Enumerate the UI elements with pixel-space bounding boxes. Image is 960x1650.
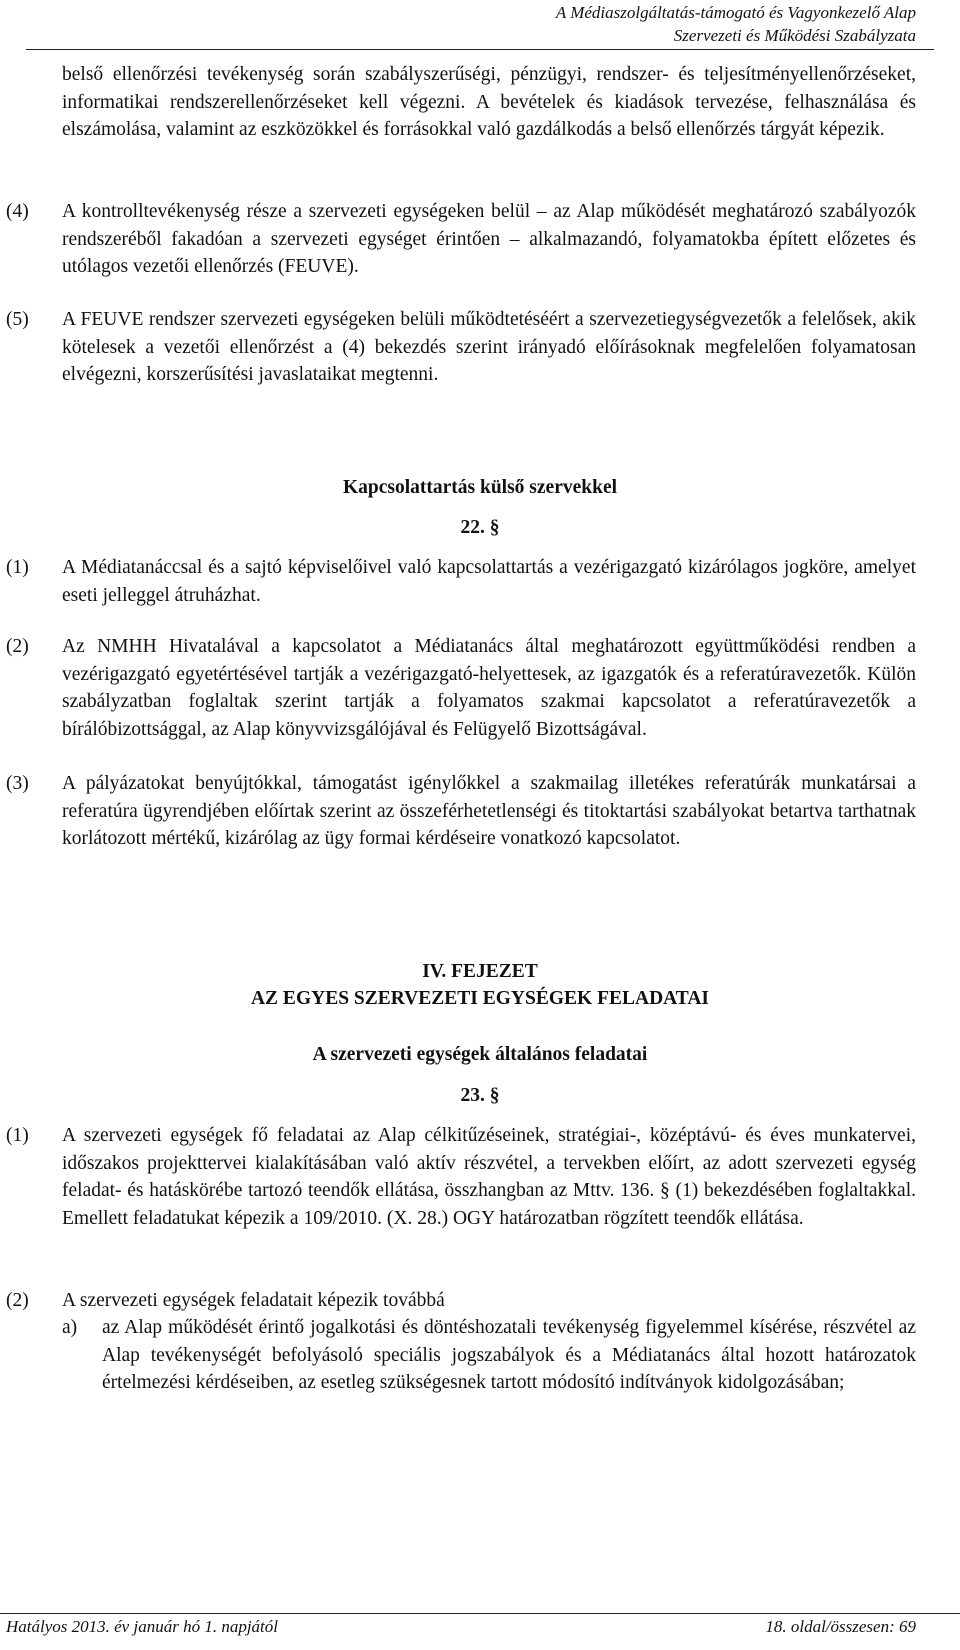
section-heading-general-tasks: A szervezeti egységek általános feladatai bbox=[312, 1044, 648, 1065]
list-item-a: az Alap működését érintő jogalkotási és döntéshozatali tevékenység figyelemmel kísérése, részvétel az Alap tevékenységét befolyásoló speciális jogszabályok és a Médiatanács által hozott határozatok értelmezési kérdéseiben, az esetleg szükségesnek tartott módosító indítványok kidolgozásában; bbox=[102, 1317, 916, 1393]
chapter-title: AZ EGYES SZERVEZETI EGYSÉGEK FELADATAI bbox=[250, 988, 710, 1009]
paragraph-22-2: Az NMHH Hivatalával a kapcsolatot a Médiatanács által meghatározott együttműködési rendben a vezérigazgató egyetértésével tartják a vezérigazgató-helyettesek, az igazgatók és a referatúravezetők. Külön szabályzatban foglaltak szerint tartják a folyamatos szakmai kapcsolatot a referatúravezetők a bírálóbizottsággal, az Alap könyvvizsgálójával és Felügyelő Bizottságával. bbox=[62, 636, 916, 740]
section-number-22: 22. § bbox=[460, 517, 500, 538]
running-header-title: A Médiaszolgáltatás-támogató és Vagyonkezelő Alap bbox=[555, 3, 916, 22]
paragraph-number-22-1: (1) bbox=[6, 557, 29, 578]
paragraph-number-4: (4) bbox=[6, 201, 29, 222]
paragraph-5: A FEUVE rendszer szervezeti egységeken belüli működtetéséért a szervezetiegységvezetők a felelősek, akik kötelesek a vezetői ellenőrzést a (4) bekezdés szerint irányadó előírásoknak megfelelően folyamatosan elvégezni, korszerűsítési javaslataikat megtenni. bbox=[62, 309, 916, 385]
section-number-23: 23. § bbox=[460, 1085, 500, 1106]
header-divider bbox=[26, 49, 934, 50]
list-label-a: a) bbox=[62, 1317, 78, 1338]
running-header-subtitle: Szervezeti és Működési Szabályzata bbox=[673, 26, 916, 45]
chapter-number: IV. FEJEZET bbox=[422, 961, 538, 982]
paragraph-4: A kontrolltevékenység része a szervezeti egységeken belül – az Alap működését meghatározó szabályozók rendszeréből fakadóan a szervezeti egységet érintően – alkalmazandó, folyamatokba épített előzetes és utólagos vezetői ellenőrzés (FEUVE). bbox=[62, 201, 916, 277]
paragraph-number-22-2: (2) bbox=[6, 636, 29, 657]
footer-effective-date: Hatályos 2013. év január hó 1. napjától bbox=[6, 1617, 278, 1636]
paragraph-number-5: (5) bbox=[6, 309, 29, 330]
section-heading-external-contacts: Kapcsolattartás külső szervekkel bbox=[342, 477, 618, 498]
paragraph-23-2: A szervezeti egységek feladatait képezik továbbá bbox=[62, 1290, 445, 1311]
continued-paragraph: belső ellenőrzési tevékenység során szabályszerűségi, pénzügyi, rendszer- és teljesítményellenőrzéseket, informatikai rendszerellenőrzéseket kell végezni. A bevételek és kiadások tervezése, felhasználása és elszámolása, valamint az eszközökkel és forrásokkal való gazdálkodás a belső ellenőrzés tárgyát képezik. bbox=[62, 64, 916, 140]
footer-divider bbox=[0, 1613, 960, 1614]
paragraph-23-1: A szervezeti egységek fő feladatai az Alap célkitűzéseinek, stratégiai-, középtávú- és éves munkatervei, időszakos projekttervei kialakításában való aktív részvétel, a tervekben előírt, az adott szervezeti egység feladat- és hatáskörébe tartozó teendők ellátása, összhangban az Mttv. 136. § (1) bekezdésében foglaltakkal. Emellett feladatukat képezik a 109/2010. (X. 28.) OGY határozatban rögzített teendők ellátása. bbox=[62, 1125, 916, 1229]
footer-page-number: 18. oldal/összesen: 69 bbox=[765, 1617, 916, 1636]
paragraph-22-3: A pályázatokat benyújtókkal, támogatást igénylőkkel a szakmailag illetékes referatúrák munkatársai a referatúra ügyrendjében előírtak szerint az összeférhetetlenségi és titoktartási szabályokat betartva tarthatnak korlátozott mértékű, kizárólag az ügy formai kérdéseire vonatkozó kapcsolatot. bbox=[62, 773, 916, 849]
paragraph-number-23-2: (2) bbox=[6, 1290, 29, 1311]
paragraph-number-23-1: (1) bbox=[6, 1125, 29, 1146]
paragraph-22-1: A Médiatanáccsal és a sajtó képviselőivel való kapcsolattartás a vezérigazgató kizárólagos jogköre, amelyet eseti jelleggel átruházhat. bbox=[62, 557, 916, 606]
paragraph-number-22-3: (3) bbox=[6, 773, 29, 794]
